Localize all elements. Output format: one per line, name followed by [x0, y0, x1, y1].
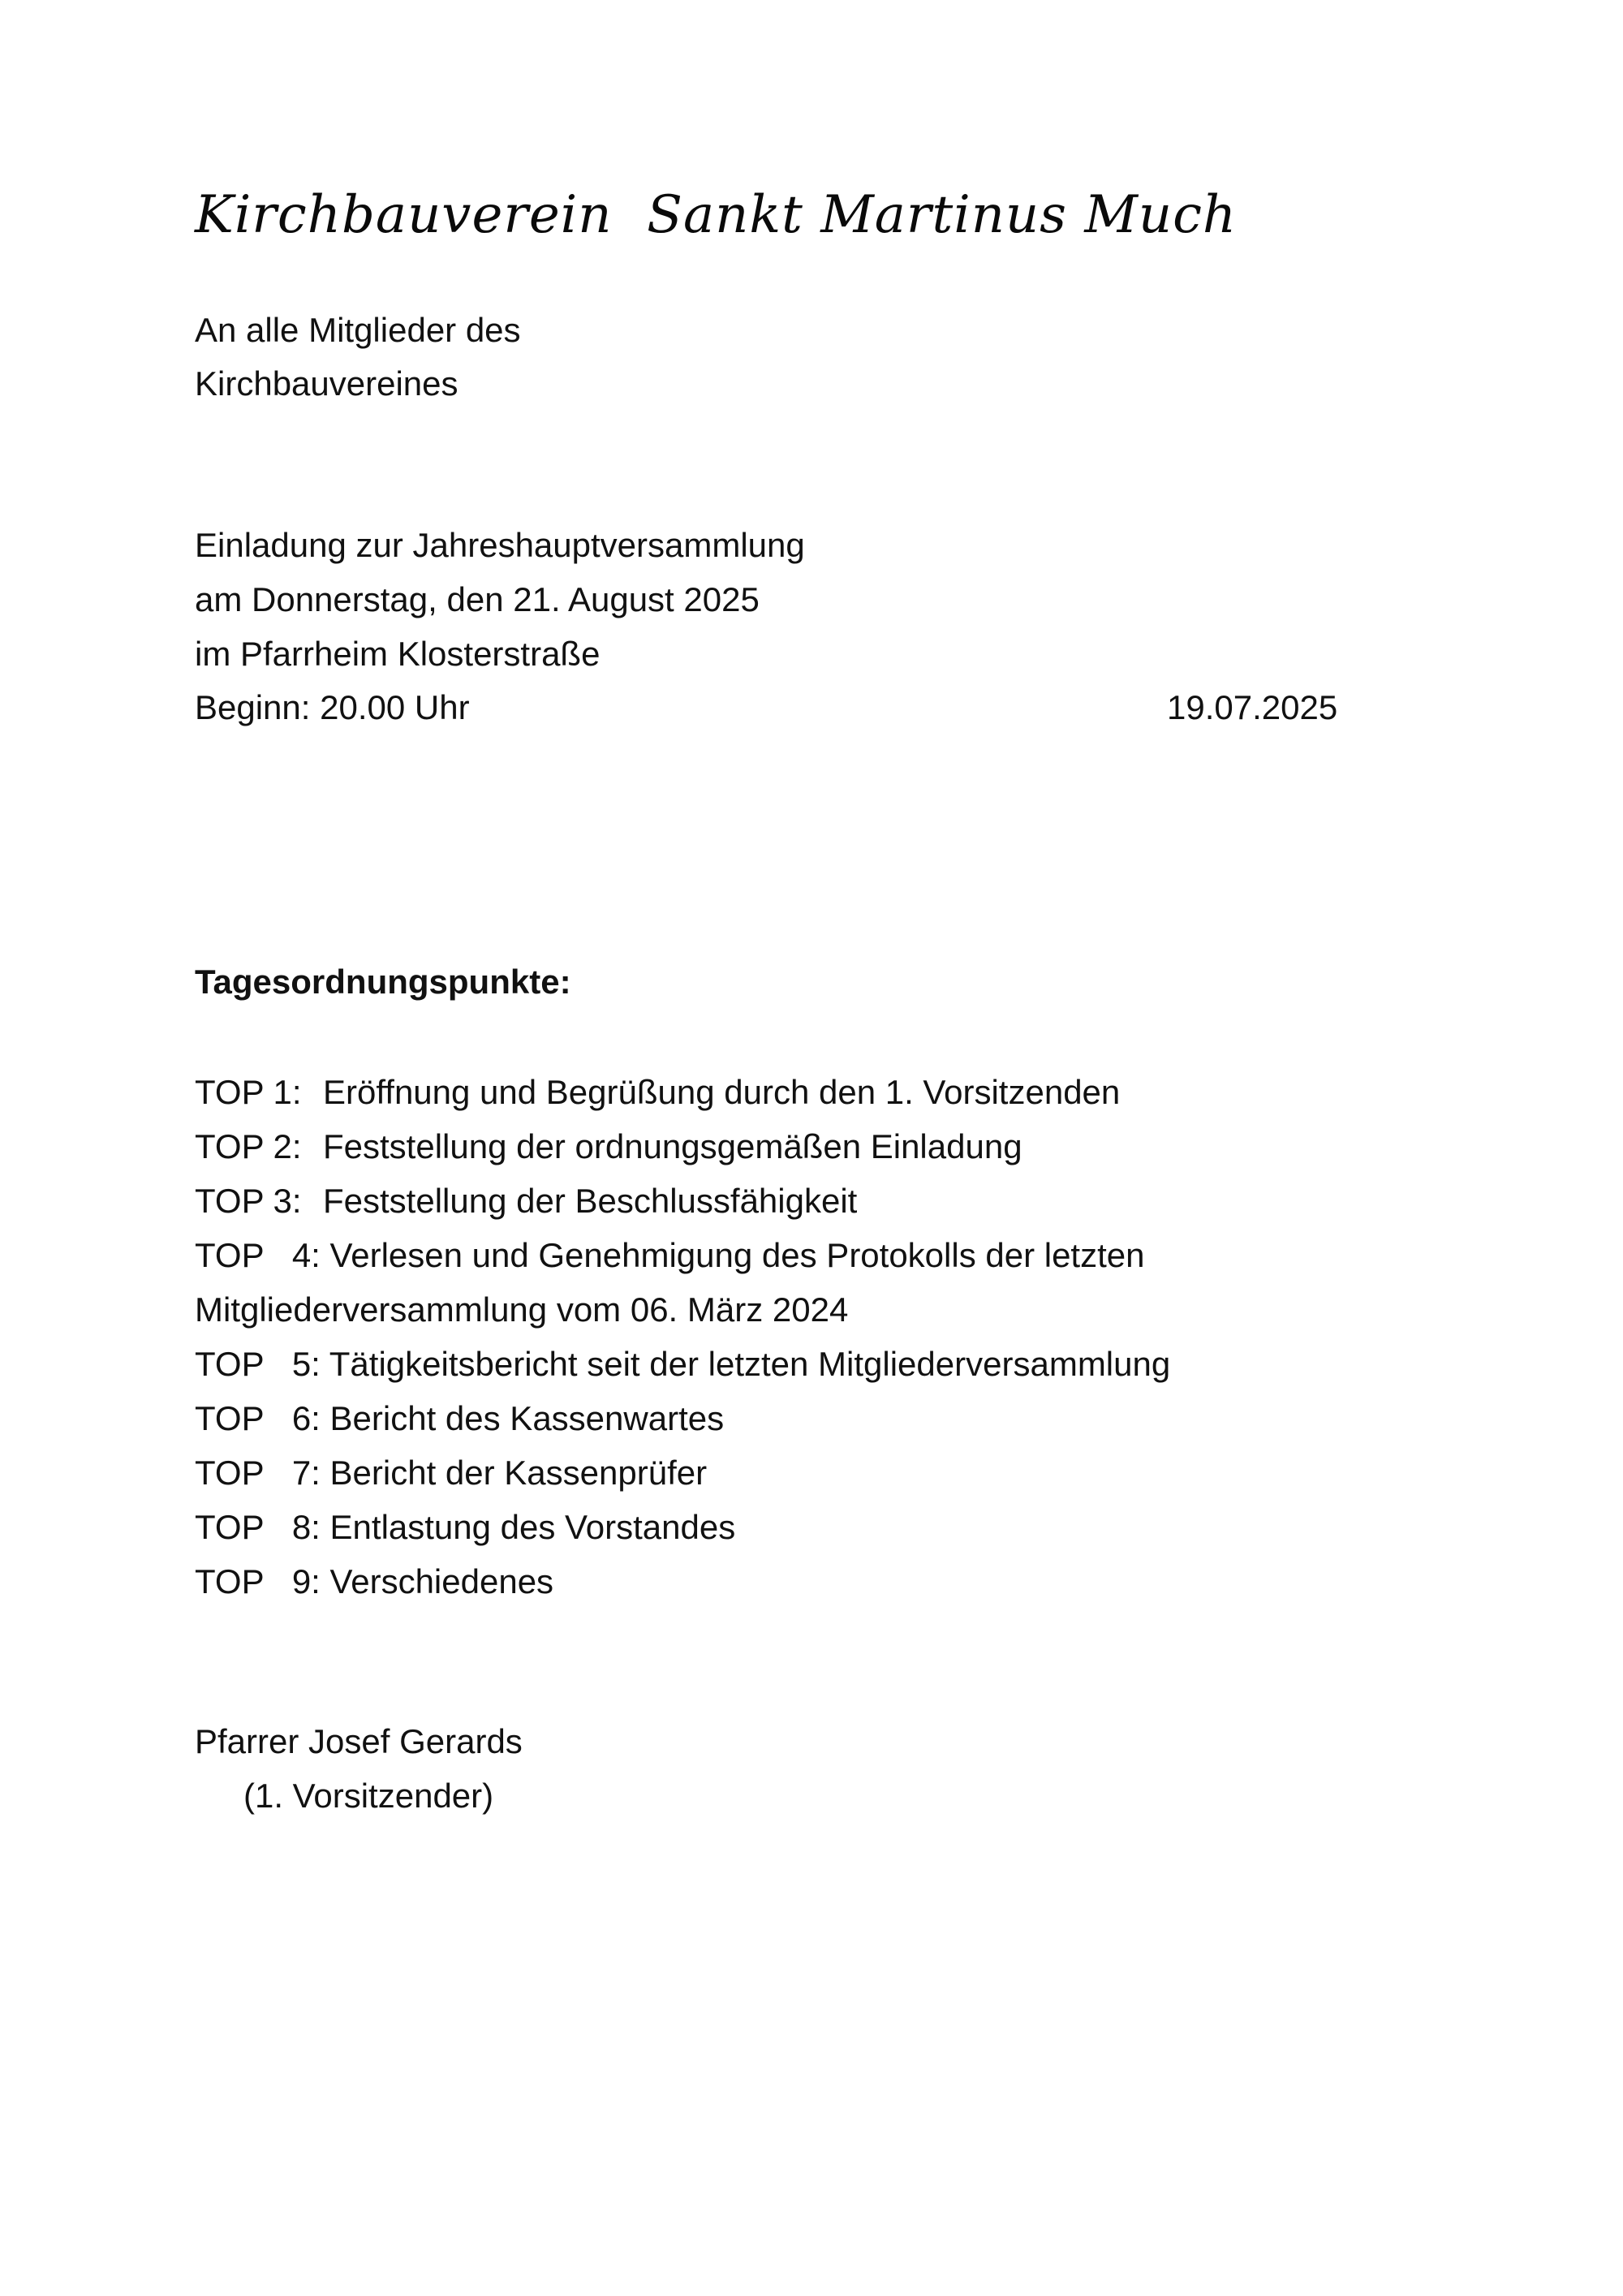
- invitation-line-3: im Pfarrheim Klosterstraße: [195, 635, 601, 673]
- invitation-line-2: am Donnerstag, den 21. August 2025: [195, 580, 760, 618]
- agenda-item-text: Bericht der Kassenprüfer: [329, 1454, 708, 1492]
- agenda-item: [195, 1391, 1266, 1445]
- agenda-item-label: TOP 7:: [195, 1454, 321, 1492]
- agenda-item-label: TOP 9:: [195, 1562, 321, 1600]
- signatory-role: (1. Vorsitzender): [243, 1777, 494, 1815]
- letter-date: 19.07.2025: [1167, 688, 1338, 726]
- agenda-item-label: TOP 8:: [195, 1508, 321, 1546]
- agenda-list: [195, 1065, 1266, 1609]
- recipient-line-2: Kirchbauvereines: [195, 364, 458, 403]
- agenda-item: [195, 1228, 1266, 1337]
- recipient-line-1: An alle Mitglieder des: [195, 311, 521, 349]
- invitation-line-1: Einladung zur Jahreshauptversammlung: [195, 526, 805, 564]
- agenda-item-label: TOP 2:: [195, 1127, 302, 1165]
- agenda-item-text: Verlesen und Genehmigung des Protokolls der letzten Mitgliederversammlung vom 06. März 2024: [195, 1236, 1145, 1329]
- agenda-item: [195, 1174, 1266, 1228]
- agenda-item: [195, 1500, 1266, 1554]
- invitation-start-time: Beginn: 20.00 Uhr: [195, 688, 470, 726]
- agenda-item: [195, 1554, 1266, 1609]
- agenda-item-text: Bericht des Kassenwartes: [329, 1399, 725, 1437]
- agenda-item-text: Tätigkeitsbericht seit der letzten Mitgliederversammlung: [329, 1345, 1171, 1383]
- agenda-item-text: Entlastung des Vorstandes: [329, 1508, 736, 1546]
- agenda-item-text: Feststellung der ordnungsgemäßen Einladung: [323, 1127, 1022, 1165]
- agenda-item: [195, 1445, 1266, 1500]
- agenda-heading: Tagesordnungspunkte:: [195, 963, 571, 1001]
- agenda-item-label: TOP 3:: [195, 1182, 302, 1220]
- signatory-name: Pfarrer Josef Gerards: [195, 1722, 523, 1760]
- agenda-item: [195, 1337, 1266, 1391]
- agenda-item: [195, 1065, 1266, 1119]
- agenda-item-label: TOP 4:: [195, 1236, 321, 1274]
- agenda-item: [195, 1119, 1266, 1174]
- agenda-item-text: Eröffnung und Begrüßung durch den 1. Vorsitzenden: [323, 1073, 1121, 1111]
- agenda-item-text: Verschiedenes: [329, 1562, 554, 1600]
- club-title: Kirchbauverein Sankt Martinus Much: [195, 185, 1238, 245]
- agenda-item-label: TOP 5:: [195, 1345, 321, 1383]
- agenda-item-label: TOP 1:: [195, 1073, 302, 1111]
- agenda-item-text: Feststellung der Beschlussfähigkeit: [323, 1182, 858, 1220]
- agenda-item-label: TOP 6:: [195, 1399, 321, 1437]
